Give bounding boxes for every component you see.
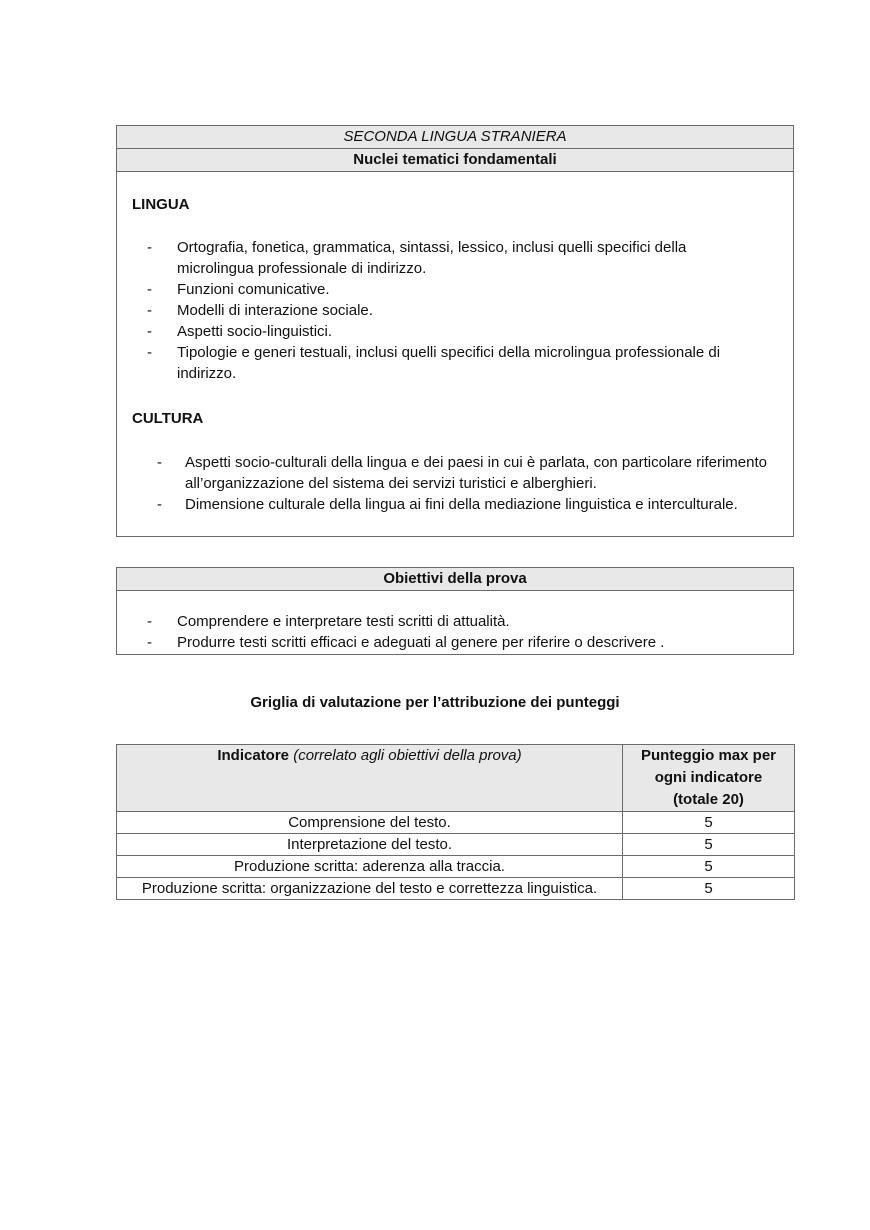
obiettivi-box	[116, 567, 794, 655]
points-header-line: ogni indicatore	[654, 769, 763, 786]
points-cell: 5	[623, 812, 795, 834]
list-item: - Modelli di interazione sociale.	[147, 302, 373, 319]
list-item: - Ortografia, fonetica, grammatica, sintassi, lessico, inclusi quelli specifici della microlingua professionale di indirizzo.	[147, 239, 687, 277]
table-row	[117, 856, 795, 878]
points-header	[623, 745, 795, 812]
cultura-heading: CULTURA	[132, 410, 204, 427]
table-row	[117, 834, 795, 856]
points-cell: 5	[623, 834, 795, 856]
cultura-list	[157, 452, 787, 515]
lingua-list	[147, 237, 767, 384]
points-cell: 5	[623, 856, 795, 878]
lingua-heading: LINGUA	[132, 196, 190, 213]
nuclei-tematici-box	[116, 125, 794, 537]
list-item: - Dimensione culturale della lingua ai fini della mediazione linguistica e interculturale.	[157, 496, 738, 513]
list-item: - Aspetti socio-linguistici.	[147, 323, 333, 340]
obiettivi-title: Obiettivi della prova	[117, 568, 793, 591]
indicator-header-note: (correlato agli obiettivi della prova)	[293, 747, 522, 764]
griglia-title: Griglia di valutazione per l’attribuzione dei punteggi	[250, 694, 620, 711]
nuclei-subtitle: Nuclei tematici fondamentali	[117, 149, 793, 172]
list-item: - Aspetti socio-culturali della lingua e dei paesi in cui è parlata, con particolare riferimento all’organizzazione del sistema dei servizi turistici e alberghieri.	[157, 454, 767, 492]
indicator-header-label: Indicatore	[217, 747, 290, 764]
valutazione-table	[116, 744, 795, 900]
indicator-cell: Interpretazione del testo.	[117, 834, 623, 856]
table-header-row	[117, 745, 795, 812]
subject-title: SECONDA LINGUA STRANIERA	[117, 126, 793, 149]
indicator-cell: Comprensione del testo.	[117, 812, 623, 834]
points-cell: 5	[623, 878, 795, 900]
indicator-cell: Produzione scritta: organizzazione del testo e correttezza linguistica.	[117, 878, 623, 900]
list-item: - Produrre testi scritti efficaci e adeguati al genere per riferire o descrivere .	[147, 634, 665, 651]
list-item: - Funzioni comunicative.	[147, 281, 330, 298]
table-row	[117, 878, 795, 900]
obiettivi-list	[147, 611, 777, 653]
indicator-header	[117, 745, 623, 812]
indicator-cell: Produzione scritta: aderenza alla traccia.	[117, 856, 623, 878]
list-item: - Tipologie e generi testuali, inclusi quelli specifici della microlingua professionale di indirizzo.	[147, 344, 721, 382]
points-header-line: Punteggio max per	[640, 747, 777, 764]
list-item: - Comprendere e interpretare testi scritti di attualità.	[147, 613, 510, 630]
points-header-line: (totale 20)	[673, 791, 744, 808]
table-row	[117, 812, 795, 834]
